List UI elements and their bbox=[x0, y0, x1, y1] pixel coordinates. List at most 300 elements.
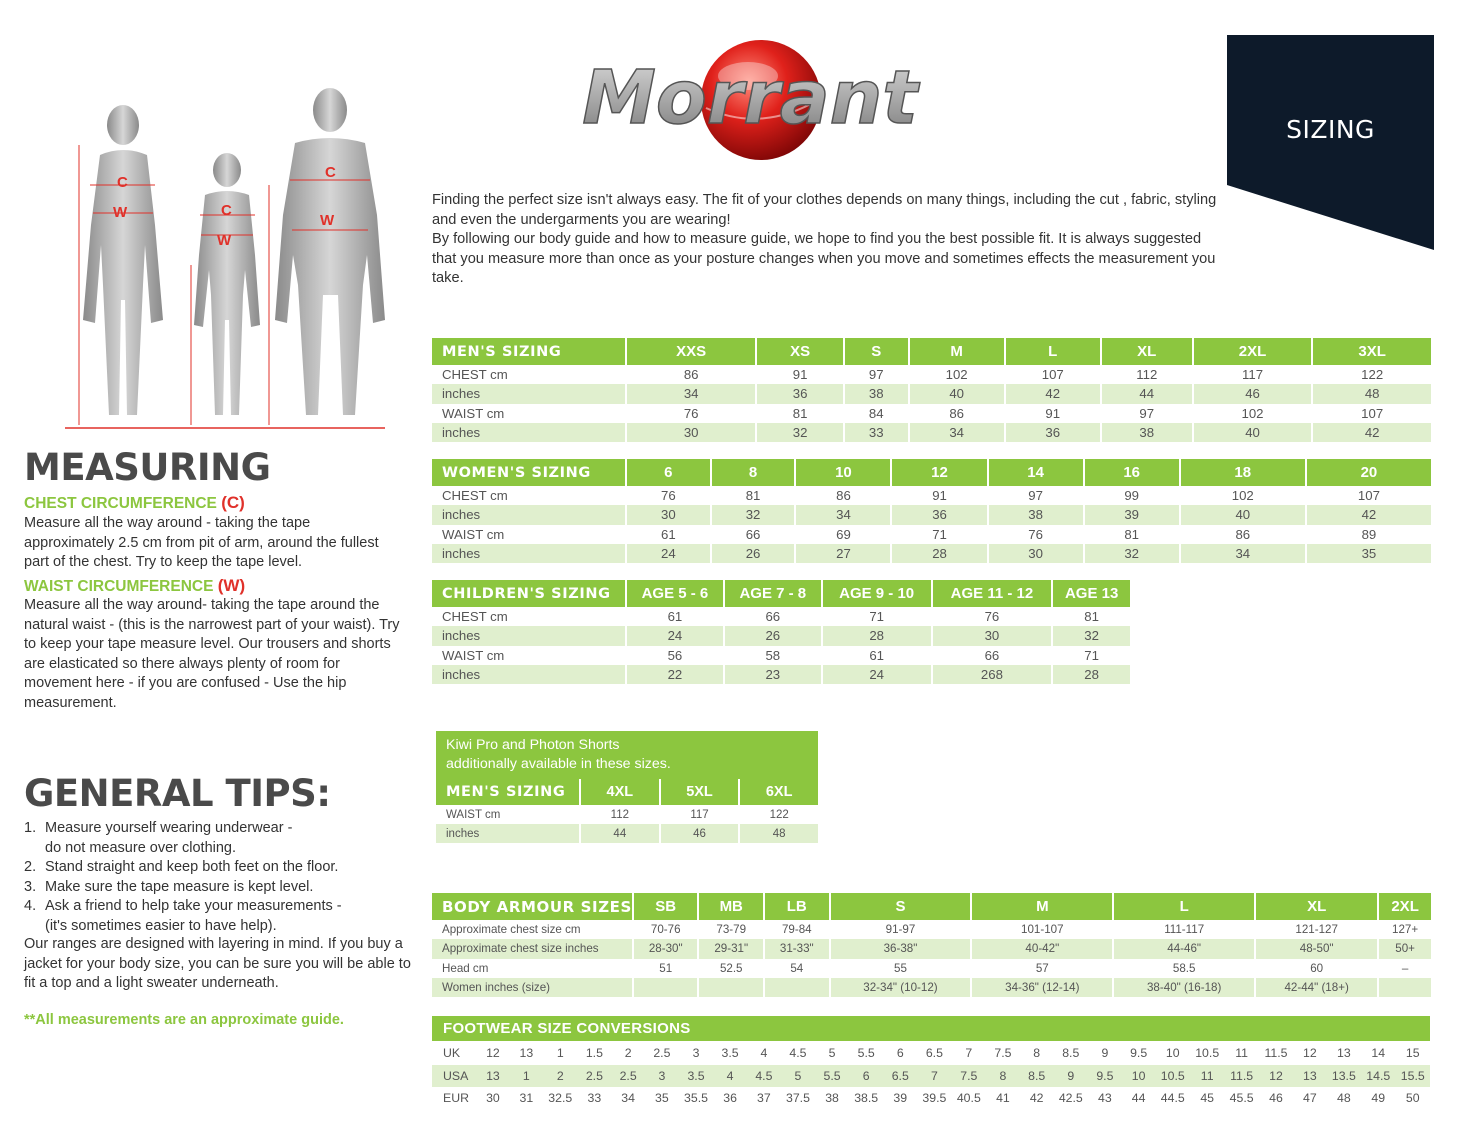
cell: 3 bbox=[692, 1046, 700, 1061]
size-header: AGE 5 - 6 bbox=[627, 580, 723, 607]
table-row bbox=[432, 423, 1431, 442]
cell: 1 bbox=[556, 1046, 564, 1061]
size-header: 10 bbox=[796, 459, 890, 486]
cell: 91-97 bbox=[885, 923, 916, 937]
cell: 91 bbox=[792, 367, 808, 383]
cell: 122 bbox=[769, 808, 789, 821]
tip-item: 4. Ask a friend to help take your measurements - bbox=[24, 898, 342, 914]
cell: 12 bbox=[1259, 1065, 1293, 1088]
cell: 40 bbox=[1181, 505, 1305, 524]
cell: 26 bbox=[712, 544, 795, 563]
size-header: S bbox=[845, 338, 908, 365]
svg-text:W: W bbox=[217, 232, 232, 249]
cell: 40-42" bbox=[972, 939, 1112, 958]
cell: 36 bbox=[723, 1091, 737, 1106]
cell: 8.5 bbox=[1020, 1065, 1054, 1088]
cell: 81 bbox=[745, 488, 761, 504]
cell: 34 bbox=[796, 505, 890, 524]
cell: 57 bbox=[1035, 961, 1049, 975]
cell: 11.5 bbox=[1264, 1046, 1288, 1061]
intro-paragraph-1: Finding the perfect size isn't always easy. The fit of your clothes depends on many things, including the cut , fabric, styling and even the undergarments you are wearing! bbox=[432, 192, 1217, 228]
tip-item: 2. Stand straight and keep both feet on the floor. bbox=[24, 859, 339, 875]
intro-paragraph-2: By following our body guide and how to measure guide, we hope to find you the best possible fit. It is always suggested that you measure more than once as your posture changes when you move and sometimes effects the measurement you take. bbox=[432, 231, 1216, 287]
tips-list bbox=[24, 819, 414, 936]
cell: 44-46" bbox=[1114, 939, 1254, 958]
cell: 10 bbox=[1165, 1046, 1180, 1061]
cell: 50+ bbox=[1379, 939, 1431, 958]
cell: 4 bbox=[713, 1065, 747, 1088]
size-header: 20 bbox=[1307, 459, 1431, 486]
cell: 127+ bbox=[1392, 923, 1419, 937]
size-header: 6XL bbox=[740, 779, 818, 805]
cell: 42-44" (18+) bbox=[1256, 978, 1377, 997]
row-label: USA bbox=[432, 1065, 476, 1088]
brand-text: Morrant bbox=[582, 55, 918, 141]
tip-item-cont: do not measure over clothing. bbox=[45, 839, 237, 856]
size-header: XL bbox=[1102, 338, 1192, 365]
child-figure bbox=[191, 153, 260, 425]
general-tips-title: GENERAL TIPS: bbox=[24, 772, 331, 815]
cell: 86 bbox=[683, 367, 699, 383]
row-label: UK bbox=[443, 1046, 461, 1061]
table-row bbox=[432, 544, 1431, 563]
kiwi-note-line-1: Kiwi Pro and Photon Shorts bbox=[446, 737, 620, 753]
cell: 38 bbox=[845, 384, 908, 403]
size-header: M bbox=[972, 893, 1112, 920]
kiwi-note bbox=[436, 731, 818, 779]
cell: 36 bbox=[1006, 423, 1100, 442]
cell: 44 bbox=[581, 824, 659, 843]
cell: 32 bbox=[757, 423, 843, 442]
cell: 41 bbox=[996, 1091, 1010, 1106]
cell: 40 bbox=[1194, 423, 1312, 442]
cell: 111-117 bbox=[1164, 923, 1205, 937]
row-label: inches bbox=[436, 824, 579, 843]
cell: 37 bbox=[757, 1091, 771, 1106]
size-header: 2XL bbox=[1379, 893, 1431, 920]
cell: 13 bbox=[1336, 1046, 1351, 1061]
size-header: 8 bbox=[712, 459, 795, 486]
row-label: CHEST cm bbox=[442, 488, 508, 504]
table-row bbox=[432, 505, 1431, 524]
table-row bbox=[432, 978, 1431, 997]
table-row bbox=[432, 665, 1130, 684]
cell: 8.5 bbox=[1062, 1046, 1080, 1061]
cell: 7.5 bbox=[952, 1065, 986, 1088]
cell: 44 bbox=[1131, 1091, 1146, 1106]
cell: 40 bbox=[910, 384, 1004, 403]
cell: 13 bbox=[1293, 1065, 1326, 1088]
cell: 6 bbox=[896, 1046, 904, 1061]
cell: 38.5 bbox=[854, 1091, 879, 1106]
cell: 4.5 bbox=[747, 1065, 781, 1088]
morrant-logo bbox=[578, 38, 923, 163]
cell: 42 bbox=[1307, 505, 1431, 524]
size-header: AGE 13 bbox=[1053, 580, 1130, 607]
size-header: L bbox=[1114, 893, 1254, 920]
waist-heading bbox=[24, 576, 245, 596]
size-header: 14 bbox=[989, 459, 1083, 486]
cell: 26 bbox=[725, 626, 821, 645]
cell: 34 bbox=[627, 384, 755, 403]
cell: 35 bbox=[1307, 544, 1431, 563]
cell: 69 bbox=[836, 526, 851, 542]
cell: 9 bbox=[1054, 1065, 1088, 1088]
tip-item: 3. Make sure the tape measure is kept level. bbox=[24, 878, 314, 895]
cell: 8 bbox=[986, 1065, 1020, 1088]
cell: 97 bbox=[868, 367, 884, 383]
cell: 30 bbox=[933, 626, 1052, 645]
childrens-sizing-table bbox=[430, 580, 1132, 684]
cell: 43 bbox=[1098, 1091, 1112, 1106]
cell: 76 bbox=[984, 609, 1000, 625]
cell: 268 bbox=[933, 665, 1052, 684]
svg-text:W: W bbox=[113, 204, 128, 221]
cell: 5 bbox=[781, 1065, 815, 1088]
sizing-tag bbox=[1227, 35, 1434, 250]
cell: 32 bbox=[1053, 626, 1130, 645]
cell: 32-34" (10-12) bbox=[831, 978, 971, 997]
cell: 34 bbox=[910, 423, 1004, 442]
size-header: 18 bbox=[1181, 459, 1305, 486]
table-row bbox=[432, 486, 1431, 505]
tip-item-cont: (it's sometimes easier to have help). bbox=[45, 917, 277, 934]
row-label: Approximate chest size inches bbox=[432, 939, 632, 958]
cell: 4 bbox=[760, 1046, 768, 1061]
row-label: WAIST cm bbox=[442, 647, 505, 663]
cell: 30 bbox=[989, 544, 1083, 563]
cell: 23 bbox=[725, 665, 821, 684]
cell: 1.5 bbox=[585, 1046, 603, 1061]
cell: 5.5 bbox=[857, 1046, 875, 1061]
table-row bbox=[432, 1042, 1430, 1065]
row-label: inches bbox=[432, 626, 625, 645]
cell: 9 bbox=[1101, 1046, 1109, 1061]
cell: 102 bbox=[1231, 488, 1254, 504]
cell: 42 bbox=[1006, 384, 1100, 403]
table-title: MEN'S SIZING bbox=[432, 338, 625, 365]
cell: 27 bbox=[796, 544, 890, 563]
cell: 86 bbox=[949, 405, 964, 421]
cell: 11 bbox=[1190, 1065, 1224, 1088]
table-title: WOMEN'S SIZING bbox=[432, 459, 625, 486]
cell: 6 bbox=[849, 1065, 883, 1088]
cell: 117 bbox=[690, 808, 709, 821]
cell: 29-31" bbox=[699, 939, 763, 958]
size-header: 16 bbox=[1085, 459, 1179, 486]
chest-heading bbox=[24, 493, 245, 513]
cell: 39.5 bbox=[922, 1091, 947, 1106]
cell: 2.5 bbox=[653, 1046, 671, 1061]
cell: 9.5 bbox=[1130, 1046, 1148, 1061]
cell: 112 bbox=[1136, 367, 1158, 383]
kiwi-note-line-2: additionally available in these sizes. bbox=[446, 756, 671, 772]
cell: 2 bbox=[624, 1046, 632, 1061]
footwear-table bbox=[432, 1042, 1430, 1110]
cell: 58.5 bbox=[1172, 961, 1196, 975]
size-header: XS bbox=[757, 338, 843, 365]
cell: 3.5 bbox=[721, 1046, 739, 1061]
cell: 11.5 bbox=[1224, 1065, 1258, 1088]
cell: 102 bbox=[945, 367, 968, 383]
size-header: 12 bbox=[892, 459, 986, 486]
intro-text bbox=[432, 191, 1222, 289]
cell: 46 bbox=[1269, 1091, 1283, 1106]
mens-sizing-table bbox=[430, 338, 1433, 442]
cell: 32.5 bbox=[548, 1091, 573, 1106]
cell: 28-30" bbox=[634, 939, 698, 958]
size-header: 2XL bbox=[1194, 338, 1312, 365]
size-header: M bbox=[910, 338, 1004, 365]
cell: 13 bbox=[476, 1065, 509, 1088]
cell: 46 bbox=[661, 824, 739, 843]
cell: 31-33" bbox=[765, 939, 829, 958]
table-row bbox=[432, 939, 1431, 958]
cell: 56 bbox=[667, 647, 683, 663]
cell: 31 bbox=[519, 1091, 534, 1106]
table-row bbox=[432, 365, 1431, 384]
cell: 2 bbox=[543, 1065, 577, 1088]
cell: 45 bbox=[1200, 1091, 1215, 1106]
svg-text:C: C bbox=[117, 174, 128, 191]
cell: 107 bbox=[1361, 405, 1384, 421]
cell: 73-79 bbox=[716, 923, 747, 937]
cell: 34-36" (12-14) bbox=[972, 978, 1112, 997]
table-row bbox=[432, 404, 1431, 423]
cell: 38 bbox=[989, 505, 1083, 524]
size-header: SB bbox=[634, 893, 698, 920]
cell: 3 bbox=[645, 1065, 679, 1088]
cell: 34 bbox=[1181, 544, 1305, 563]
cell: 37.5 bbox=[786, 1091, 810, 1106]
table-header-row bbox=[432, 893, 1431, 920]
cell: 13 bbox=[519, 1046, 534, 1061]
cell: 15 bbox=[1405, 1046, 1420, 1061]
cell: 121-127 bbox=[1295, 923, 1338, 937]
cell: 6.5 bbox=[883, 1065, 917, 1088]
cell: 30 bbox=[627, 505, 710, 524]
cell: 107 bbox=[1357, 488, 1380, 504]
cell: 76 bbox=[1028, 526, 1043, 542]
size-header: AGE 7 - 8 bbox=[725, 580, 821, 607]
table-header-row bbox=[432, 580, 1130, 607]
cell: 99 bbox=[1124, 488, 1140, 504]
cell: 33 bbox=[845, 423, 908, 442]
cell: 35.5 bbox=[684, 1091, 708, 1106]
cell: 122 bbox=[1361, 367, 1384, 383]
cell: 86 bbox=[836, 488, 851, 504]
cell: 76 bbox=[661, 488, 676, 504]
row-label: WAIST cm bbox=[446, 808, 501, 821]
cell: 81 bbox=[1084, 609, 1099, 625]
measuring-title: MEASURING bbox=[24, 446, 271, 489]
cell: 117 bbox=[1242, 367, 1264, 383]
cell: 79-84 bbox=[781, 923, 812, 937]
cell: 10.5 bbox=[1195, 1046, 1220, 1061]
size-header: XXS bbox=[627, 338, 755, 365]
cell bbox=[634, 978, 698, 997]
cell: 46 bbox=[1194, 384, 1312, 403]
table-title: BODY ARMOUR SIZES bbox=[432, 893, 632, 920]
cell bbox=[1379, 978, 1431, 997]
row-label: inches bbox=[432, 505, 625, 524]
cell bbox=[765, 978, 829, 997]
table-row bbox=[432, 1087, 1430, 1110]
table-row bbox=[432, 607, 1130, 626]
cell: 12 bbox=[486, 1046, 500, 1061]
size-header: AGE 11 - 12 bbox=[933, 580, 1052, 607]
cell: 107 bbox=[1041, 367, 1064, 383]
cell: 8 bbox=[1033, 1046, 1041, 1061]
row-label: WAIST cm bbox=[442, 405, 505, 421]
cell: 66 bbox=[984, 647, 1000, 663]
row-label: inches bbox=[432, 665, 625, 684]
cell: 71 bbox=[869, 609, 884, 625]
cell: 42.5 bbox=[1058, 1091, 1083, 1106]
cell: 48-50" bbox=[1256, 939, 1377, 958]
row-label: inches bbox=[432, 384, 625, 403]
cell: 5 bbox=[828, 1046, 836, 1061]
cell: 48 bbox=[1313, 384, 1431, 403]
size-header: 5XL bbox=[661, 779, 739, 805]
cell: – bbox=[1401, 961, 1409, 975]
layering-paragraph: Our ranges are designed with layering in mind. If you buy a jacket for your body size, you can be sure you will be able to fit a top and a light sweater underneath. bbox=[24, 936, 411, 992]
cell: 1 bbox=[510, 1065, 543, 1088]
cell: 30 bbox=[486, 1091, 500, 1106]
cell: 12 bbox=[1303, 1046, 1317, 1061]
table-title: CHILDREN'S SIZING bbox=[432, 580, 625, 607]
cell: 48 bbox=[1336, 1091, 1351, 1106]
male-figure bbox=[269, 88, 385, 425]
size-header: S bbox=[831, 893, 971, 920]
row-label: Head cm bbox=[442, 961, 489, 975]
cell: 38-40" (16-18) bbox=[1114, 978, 1254, 997]
size-header: XL bbox=[1256, 893, 1377, 920]
cell: 97 bbox=[1139, 405, 1155, 421]
cell: 28 bbox=[823, 626, 931, 645]
body-armour-table bbox=[430, 893, 1433, 997]
row-label: inches bbox=[432, 544, 625, 563]
chest-heading-text: CHEST CIRCUMFERENCE bbox=[24, 495, 217, 512]
cell: 66 bbox=[765, 609, 781, 625]
cell: 28 bbox=[1053, 665, 1130, 684]
cell: 58 bbox=[765, 647, 781, 663]
cell: 61 bbox=[869, 647, 884, 663]
approximate-guide-note: **All measurements are an approximate guide. bbox=[24, 1012, 344, 1028]
svg-text:W: W bbox=[320, 212, 335, 229]
table-row bbox=[432, 646, 1130, 665]
table-row bbox=[436, 805, 818, 824]
womens-sizing-table bbox=[430, 459, 1433, 563]
tip-item: 1. Measure yourself wearing underwear - bbox=[24, 820, 293, 836]
cell: 40.5 bbox=[956, 1091, 981, 1106]
cell: 71 bbox=[932, 526, 947, 542]
size-header: LB bbox=[765, 893, 829, 920]
table-row bbox=[432, 525, 1431, 544]
cell: 45.5 bbox=[1229, 1091, 1254, 1106]
cell: 86 bbox=[1235, 526, 1251, 542]
cell: 14.5 bbox=[1361, 1065, 1395, 1088]
size-header: MB bbox=[699, 893, 763, 920]
body-figures-illustration bbox=[55, 85, 405, 435]
cell: 42 bbox=[1029, 1091, 1044, 1106]
cell: 33 bbox=[587, 1091, 602, 1106]
cell: 102 bbox=[1241, 405, 1264, 421]
size-header: 6 bbox=[627, 459, 710, 486]
cell: 2.5 bbox=[577, 1065, 611, 1088]
sizing-tag-label: SIZING bbox=[1286, 115, 1375, 144]
female-figure bbox=[79, 105, 163, 425]
cell: 50 bbox=[1405, 1091, 1420, 1106]
cell: 7 bbox=[917, 1065, 951, 1088]
cell: 30 bbox=[627, 423, 755, 442]
cell: 81 bbox=[792, 405, 808, 421]
cell: 84 bbox=[868, 405, 884, 421]
cell: 7.5 bbox=[994, 1046, 1012, 1061]
size-header: 3XL bbox=[1313, 338, 1431, 365]
cell: 71 bbox=[1084, 647, 1099, 663]
cell: 44.5 bbox=[1160, 1091, 1185, 1106]
cell: 34 bbox=[621, 1091, 635, 1106]
size-header: L bbox=[1006, 338, 1100, 365]
cell: 70-76 bbox=[650, 923, 681, 937]
cell: 112 bbox=[610, 808, 629, 821]
chest-instructions: Measure all the way around - taking the tape approximately 2.5 cm from pit of arm, around the fullest part of the chest. Try to keep the tape level. bbox=[24, 515, 379, 570]
cell: 47 bbox=[1303, 1091, 1317, 1106]
cell: 11 bbox=[1235, 1046, 1248, 1061]
cell: 2.5 bbox=[611, 1065, 645, 1088]
waist-mark: (W) bbox=[217, 576, 246, 595]
cell: 81 bbox=[1124, 526, 1140, 542]
cell: 3.5 bbox=[679, 1065, 713, 1088]
cell: 54 bbox=[790, 961, 804, 975]
cell: 66 bbox=[745, 526, 761, 542]
cell: 28 bbox=[892, 544, 986, 563]
cell: 61 bbox=[667, 609, 683, 625]
svg-text:C: C bbox=[221, 202, 232, 219]
cell: 38 bbox=[1102, 423, 1192, 442]
cell bbox=[699, 978, 763, 997]
cell: 91 bbox=[1045, 405, 1061, 421]
row-label: Approximate chest size cm bbox=[442, 923, 581, 937]
cell: 14 bbox=[1371, 1046, 1386, 1061]
cell: 9.5 bbox=[1088, 1065, 1122, 1088]
table-header-row bbox=[432, 338, 1431, 365]
footwear-title: FOOTWEAR SIZE CONVERSIONS bbox=[432, 1016, 1430, 1041]
table-row bbox=[432, 920, 1431, 939]
cell: 36 bbox=[892, 505, 986, 524]
table-header-row bbox=[436, 779, 818, 805]
cell: 48 bbox=[740, 824, 818, 843]
cell: 39 bbox=[893, 1091, 908, 1106]
chest-mark: (C) bbox=[221, 493, 245, 512]
cell: 97 bbox=[1028, 488, 1043, 504]
cell: 5.5 bbox=[815, 1065, 849, 1088]
cell: 36 bbox=[757, 384, 843, 403]
table-header-row bbox=[432, 459, 1431, 486]
cell: 76 bbox=[683, 405, 699, 421]
size-header: 4XL bbox=[581, 779, 659, 805]
size-header: AGE 9 - 10 bbox=[823, 580, 931, 607]
cell: 38 bbox=[825, 1091, 839, 1106]
cell: 24 bbox=[627, 626, 723, 645]
row-label: CHEST cm bbox=[442, 609, 508, 625]
cell: 4.5 bbox=[789, 1046, 807, 1061]
table-row bbox=[436, 824, 818, 843]
cell: 55 bbox=[894, 961, 907, 975]
row-label: Women inches (size) bbox=[432, 978, 632, 997]
cell: 32 bbox=[1085, 544, 1179, 563]
